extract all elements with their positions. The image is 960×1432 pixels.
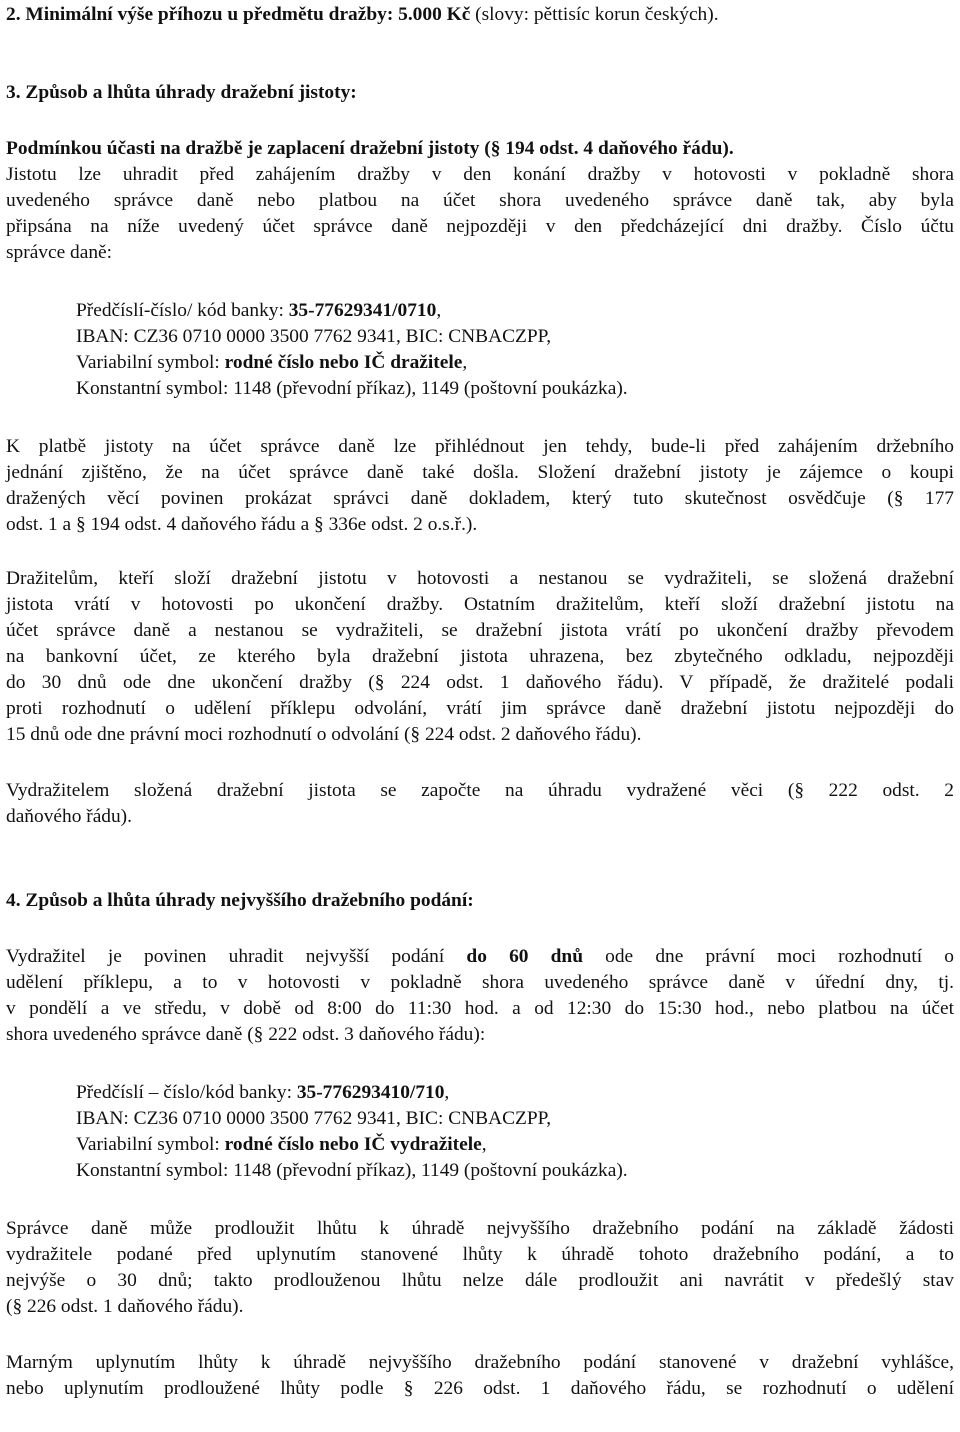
paragraph-line: Správce daně může prodloužit lhůtu k úhradě nejvyššího dražebního podání na základě žádosti (6, 1218, 954, 1239)
paragraph-line: dražených věcí povinen prokázat správci daně dokladem, který tuto skutečnost osvědčuje (§ 177 (6, 488, 954, 509)
variable-symbol-line (76, 350, 954, 376)
text-run: Vydražitel je povinen uhradit nejvyšší podání (6, 946, 467, 967)
paragraph-line: vydražitele podané před uplynutím stanovené lhůty k úhradě tohoto dražebního podání, a to (6, 1244, 954, 1265)
account-number-line (76, 298, 954, 324)
paragraph-line: účet správce daně a nestanou se vydražiteli, se dražební jistota vrátí po ukončení dražby převodem (6, 620, 954, 641)
text-run: ode dne právní moci rozhodnutí o (582, 946, 954, 967)
section-2-note: (slovy: pěttisíc korun českých). (470, 4, 719, 25)
paragraph-line: daňového řádu). (6, 806, 132, 827)
section-2-heading: 2. Minimální výše příhozu u předmětu dražby: 5.000 Kč (6, 4, 471, 25)
paragraph-line: správce daně: (6, 242, 113, 263)
section-3-lead: Podmínkou účasti na dražbě je zaplacení dražební jistoty (§ 194 odst. 4 daňového řádu). (6, 138, 734, 159)
iban-line: IBAN: CZ36 0710 0000 3500 7762 9341, BIC: CNBACZPP, (76, 326, 552, 347)
paragraph-line: K platbě jistoty na účet správce daně lze přihlédnout jen tehdy, bude-li před zahájením držebního (6, 436, 954, 457)
paragraph-line: shora uvedeného správce daně (§ 222 odst. 3 daňového řádu): (6, 1024, 486, 1045)
account-number-label: Předčíslí – číslo/kód banky: (76, 1082, 297, 1103)
variable-symbol-value: rodné číslo nebo IČ vydražitele (224, 1134, 482, 1155)
paragraph-line: připsána na níže uvedený účet správce daně nejpozději v den předcházející dni dražby. Číslo účtu (6, 216, 954, 237)
paragraph-line: jednání zjištěno, že na účet správce daně také došla. Složení dražební jistoty je zájemce o koupi (6, 462, 954, 483)
paragraph-line: jistota vrátí v hotovosti po ukončení dražby. Ostatním dražitelům, kteří složí dražební jistotu na (6, 594, 954, 615)
paragraph-line: (§ 226 odst. 1 daňového řádu). (6, 1296, 244, 1317)
paragraph-line (6, 944, 954, 970)
paragraph-line: Dražitelům, kteří složí dražební jistotu v hotovosti a nestanou se vydražiteli, se složená dražební (6, 568, 954, 589)
section-4-heading: 4. Způsob a lhůta úhrady nejvyššího dražebního podání: (6, 890, 474, 911)
paragraph-line: 15 dnů ode dne právní moci rozhodnutí o odvolání (§ 224 odst. 2 daňového řádu). (6, 724, 642, 745)
variable-symbol-label: Variabilní symbol: (76, 352, 225, 373)
account-number-value: 35-776293410/710 (296, 1082, 445, 1103)
paragraph-line: do 30 dnů ode dne ukončení dražby (§ 224 odst. 1 daňového řádu). V případě, že dražitelé podali (6, 672, 954, 693)
section-2-line (6, 2, 954, 28)
paragraph-line: udělení příklepu, a to v hotovosti v pokladně shora uvedeného správce daně v úřední dny, tj. (6, 972, 954, 993)
paragraph-line: nebo uplynutím prodloužené lhůty podle § 226 odst. 1 daňového řádu, se rozhodnutí o udělení (6, 1378, 954, 1399)
paragraph-line: v pondělí a ve středu, v době od 8:00 do 11:30 hod. a od 12:30 do 15:30 hod., nebo platbou na účet (6, 998, 954, 1019)
iban-line: IBAN: CZ36 0710 0000 3500 7762 9341, BIC: CNBACZPP, (76, 1108, 552, 1129)
paragraph-line: na bankovní účet, ze kterého byla dražební jistota uhrazena, bez zbytečného odkladu, nejpozději (6, 646, 954, 667)
punctuation: , (444, 1082, 450, 1103)
paragraph-line: Jistotu lze uhradit před zahájením dražby v den konání dražby v hotovosti v pokladně shora (6, 164, 954, 185)
account-number-line (76, 1080, 954, 1106)
account-number-value: 35-77629341/0710 (288, 300, 437, 321)
paragraph-line: Marným uplynutím lhůty k úhradě nejvyššího dražebního podání stanovené v dražební vyhlášce, (6, 1352, 954, 1373)
punctuation: , (462, 352, 468, 373)
punctuation: , (481, 1134, 487, 1155)
variable-symbol-label: Variabilní symbol: (76, 1134, 225, 1155)
variable-symbol-line (76, 1132, 954, 1158)
deadline-emphasis: do 60 dnů (466, 946, 583, 967)
paragraph-line: Vydražitelem složená dražební jistota se započte na úhradu vydražené věci (§ 222 odst. 2 (6, 780, 954, 801)
paragraph-line: nejvýše o 30 dnů; takto prodlouženou lhůtu nelze dále prodloužit ani navrátit v předešlý stav (6, 1270, 954, 1291)
paragraph-line: odst. 1 a § 194 odst. 4 daňového řádu a § 336e odst. 2 o.s.ř.). (6, 514, 478, 535)
section-3-heading: 3. Způsob a lhůta úhrady dražební jistoty: (6, 82, 357, 103)
constant-symbol-line: Konstantní symbol: 1148 (převodní příkaz), 1149 (poštovní poukázka). (76, 378, 628, 399)
paragraph-line: proti rozhodnutí o udělení příklepu odvolání, vrátí jim správce daně dražební jistotu nejpozději do (6, 698, 954, 719)
punctuation: , (436, 300, 442, 321)
paragraph-line: uvedeného správce daně nebo platbou na účet shora uvedeného správce daně tak, aby byla (6, 190, 954, 211)
account-number-label: Předčíslí-číslo/ kód banky: (76, 300, 289, 321)
constant-symbol-line: Konstantní symbol: 1148 (převodní příkaz), 1149 (poštovní poukázka). (76, 1160, 628, 1181)
variable-symbol-value: rodné číslo nebo IČ dražitele (224, 352, 463, 373)
